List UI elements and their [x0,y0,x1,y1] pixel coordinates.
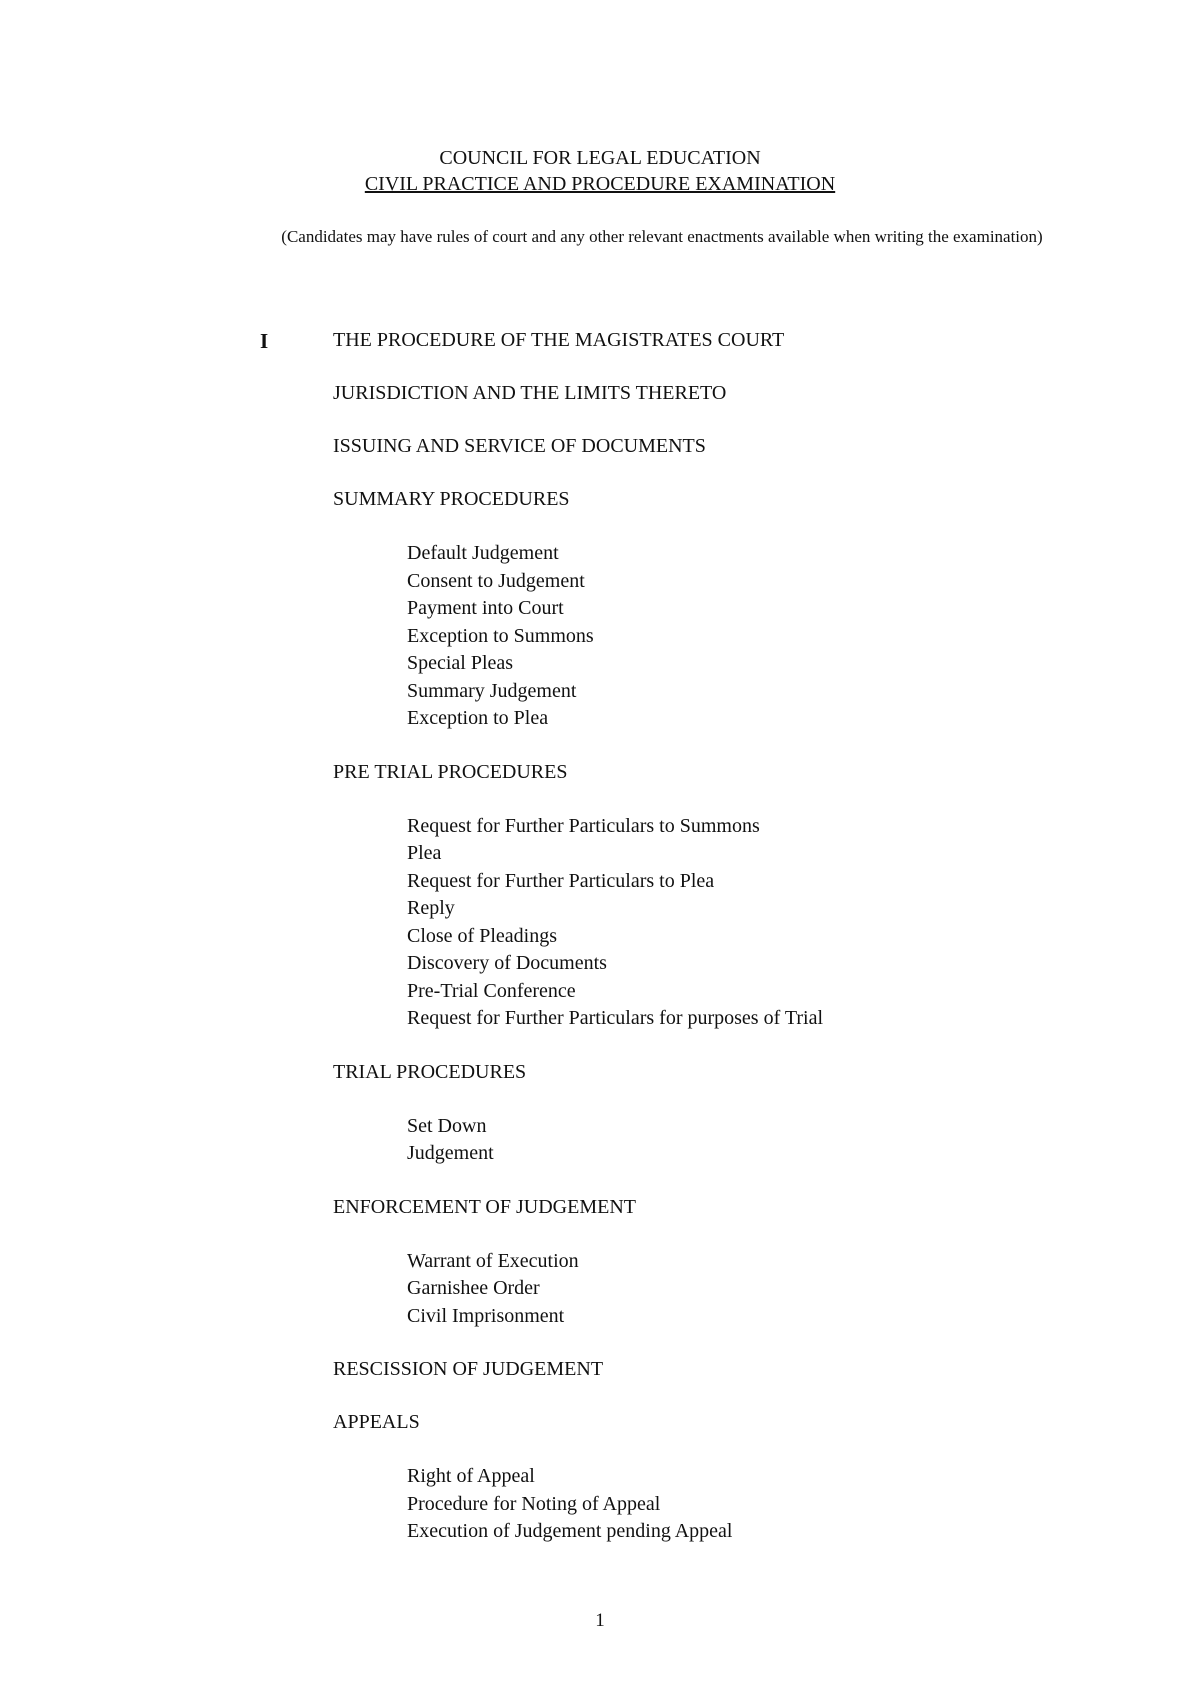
topic-item: Request for Further Particulars to Plea [407,869,715,892]
topic-item: Civil Imprisonment [407,1304,565,1327]
topic-list [333,1463,1153,1546]
outline-section [333,486,1153,733]
outline-section [333,380,1153,407]
topic-list [333,813,1153,1033]
topic-list [333,540,1153,733]
page-number: 1 [595,1610,605,1631]
topic-item: Special Pleas [407,652,514,674]
topic-item: Execution of Judgement pending Appeal [407,1520,733,1542]
outline-section [333,1409,1153,1546]
syllabus-outline [333,327,1153,1572]
topic-item: Set Down [407,1114,487,1137]
topic-item: Summary Judgement [407,679,577,702]
exam-title: CIVIL PRACTICE AND PROCEDURE EXAMINATION [364,173,836,195]
candidate-note: (Candidates may have rules of court and any other relevant enactments available when writing the examination) [281,227,1043,246]
section-heading: ISSUING AND SERVICE OF DOCUMENTS [333,435,706,457]
outline-section [333,1356,1153,1383]
topic-item: Right of Appeal [407,1465,535,1487]
section-heading: RESCISSION OF JUDGEMENT [333,1358,604,1380]
outline-section [333,759,1153,1033]
section-heading: APPEALS [333,1411,420,1433]
topic-item: Discovery of Documents [407,952,607,974]
outline-section [333,433,1153,460]
section-heading: SUMMARY PROCEDURES [333,488,570,510]
council-title: COUNCIL FOR LEGAL EDUCATION [439,147,761,169]
topic-item: Close of Pleadings [407,924,557,947]
outline-section [333,327,1153,354]
outline-section [333,1059,1153,1168]
topic-item: Payment into Court [407,597,564,619]
topic-item: Garnishee Order [407,1277,540,1299]
section-heading: THE PROCEDURE OF THE MAGISTRATES COURT [333,329,785,351]
topic-item: Consent to Judgement [407,569,585,592]
topic-item: Plea [407,842,442,864]
topic-item: Request for Further Particulars for purposes of Trial [407,1007,824,1029]
topic-item: Exception to Plea [407,707,549,729]
section-heading: JURISDICTION AND THE LIMITS THERETO [333,382,727,404]
topic-list [333,1113,1153,1168]
topic-item: Reply [407,897,455,919]
topic-item: Procedure for Noting of Appeal [407,1492,661,1515]
section-heading: TRIAL PROCEDURES [333,1060,527,1083]
section-heading: ENFORCEMENT OF JUDGEMENT [333,1195,636,1218]
topic-list [333,1248,1153,1331]
topic-item: Request for Further Particulars to Summons [407,814,760,837]
topic-item: Judgement [407,1142,494,1164]
topic-item: Exception to Summons [407,624,594,647]
topic-item: Default Judgement [407,542,559,564]
topic-item: Pre-Trial Conference [407,979,576,1002]
section-heading: PRE TRIAL PROCEDURES [333,760,568,783]
outline-section [333,1194,1153,1331]
section-numeral: I [260,329,269,353]
topic-item: Warrant of Execution [407,1249,579,1272]
